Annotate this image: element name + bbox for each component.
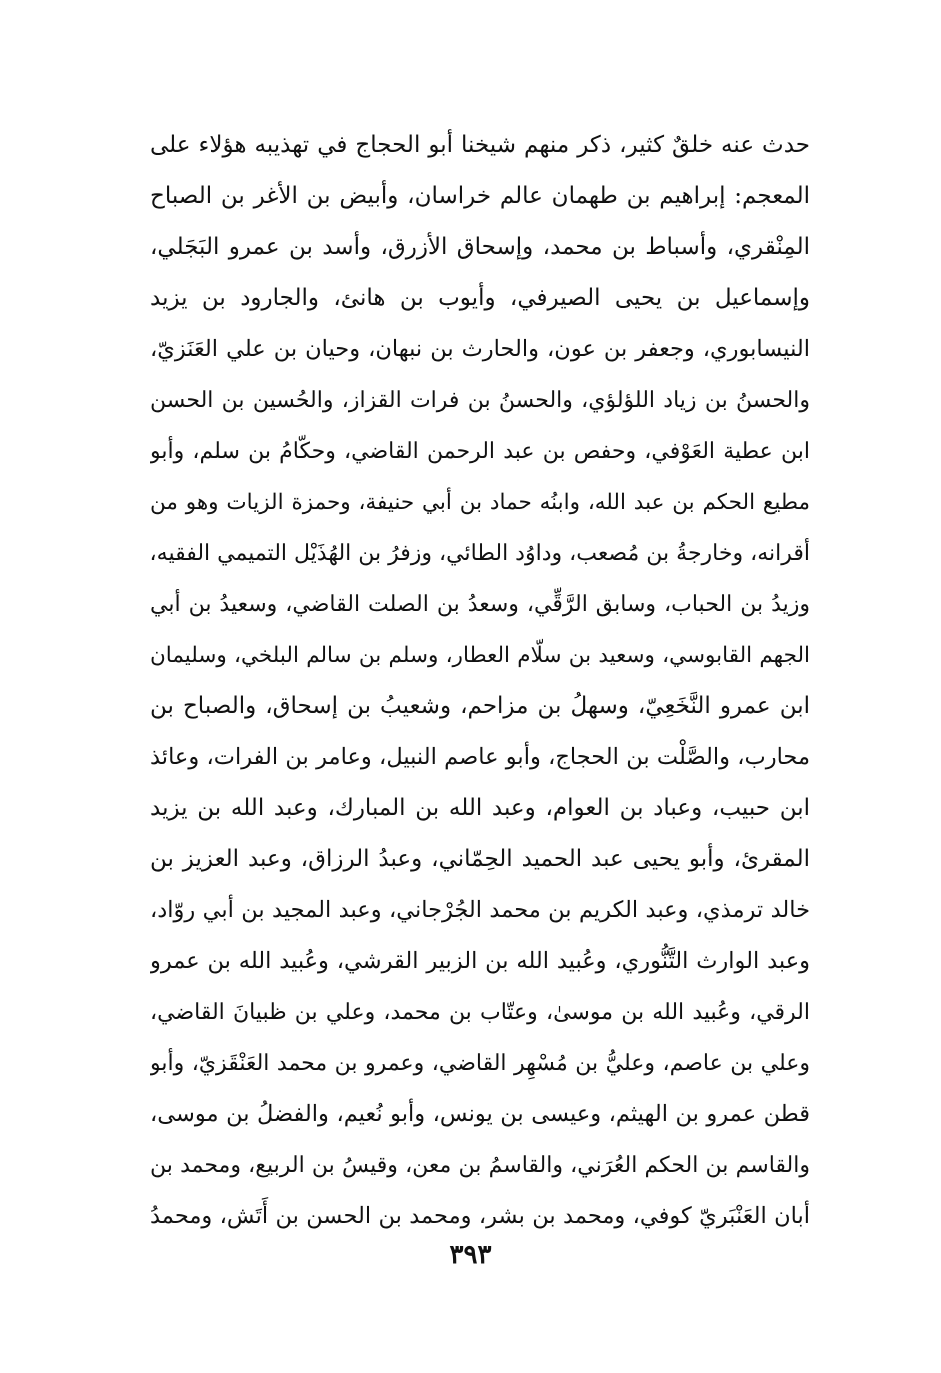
- text-line: قطن عمرو بن الهيثم، وعيسى بن يونس، وأبو نُعيم، والفضلُ بن موسى،: [150, 1101, 810, 1127]
- text-line: الجهم القابوسي، وسعيد بن سلّام العطار، وسلم بن سالم البلخي، وسليمان: [150, 643, 810, 668]
- text-line: ابن عطية العَوْفي، وحفص بن عبد الرحمن القاضي، وحكّامُ بن سلم، وأبو: [150, 439, 810, 464]
- text-line: وزيدُ بن الحباب، وسابق الرَّقِّي، وسعدُ بن الصلت القاضي، وسعيدُ بن أبي: [150, 592, 810, 617]
- text-line: خالد ترمذي، وعبد الكريم بن محمد الجُرْجاني، وعبد المجيد بن أبي روّاد،: [150, 897, 810, 923]
- text-line: والحسنُ بن زياد اللؤلؤي، والحسنُ بن فرات القزاز، والحُسين بن الحسن: [150, 388, 810, 413]
- text-line: الرقي، وعُبيد الله بن موسىٰ، وعتّاب بن محمد، وعلي بن ظبيانَ القاضي،: [150, 1000, 810, 1025]
- text-line: وإسماعيل بن يحيى الصيرفي، وأيوب بن هانئ، والجارود بن يزيد: [150, 285, 810, 311]
- text-line: مطيع الحكم بن عبد الله، وابنُه حماد بن أبي حنيفة، وحمزة الزيات وهو من: [150, 490, 810, 515]
- text-line: وعلي بن عاصم، وعليُّ بن مُسْهِر القاضي، وعمرو بن محمد العَنْقَزيّ، وأبو: [150, 1051, 810, 1076]
- text-line: ابن عمرو النَّخَعِيّ، وسهلُ بن مزاحم، وشعيبُ بن إسحاق، والصباح بن: [150, 693, 810, 719]
- text-line: المِنْقري، وأسباط بن محمد، وإسحاق الأزرق، وأسد بن عمرو البَجَلي،: [150, 234, 810, 260]
- body-text: [150, 120, 810, 1242]
- text-line: أقرانه، وخارجةُ بن مُصعب، وداوُد الطائي، وزفرُ بن الهُذَيْل التميمي الفقيه،: [150, 541, 810, 566]
- text-line: محارب، والصَّلْت بن الحجاج، وأبو عاصم النبيل، وعامر بن الفرات، وعائذ: [150, 744, 810, 770]
- text-line: المعجم: إبراهيم بن طهمان عالم خراسان، وأبيض بن الأغر بن الصباح: [150, 183, 810, 209]
- text-line: ابن حبيب، وعباد بن العوام، وعبد الله بن المبارك، وعبد الله بن يزيد: [150, 795, 810, 821]
- text-line: المقرئ، وأبو يحيى عبد الحميد الحِمّاني، وعبدُ الرزاق، وعبد العزيز بن: [150, 846, 810, 872]
- text-line: وعبد الوارث التَّنُّوري، وعُبيد الله بن الزبير القرشي، وعُبيد الله بن عمرو: [150, 948, 810, 974]
- page-number: ٣٩٣: [449, 1240, 492, 1270]
- text-line: النيسابوري، وجعفر بن عون، والحارث بن نبهان، وحيان بن علي العَنَزيّ،: [150, 336, 810, 362]
- text-line: والقاسم بن الحكم العُرَني، والقاسمُ بن معن، وقيسُ بن الربيع، ومحمد بن: [150, 1153, 810, 1178]
- text-line: أبان العَنْبَريّ كوفي، ومحمد بن بشر، ومحمد بن الحسن بن أَتَش، ومحمدُ: [150, 1203, 810, 1229]
- text-line: حدث عنه خلقٌ كثير، ذكر منهم شيخنا أبو الحجاج في تهذيبه هؤلاء على: [150, 132, 810, 158]
